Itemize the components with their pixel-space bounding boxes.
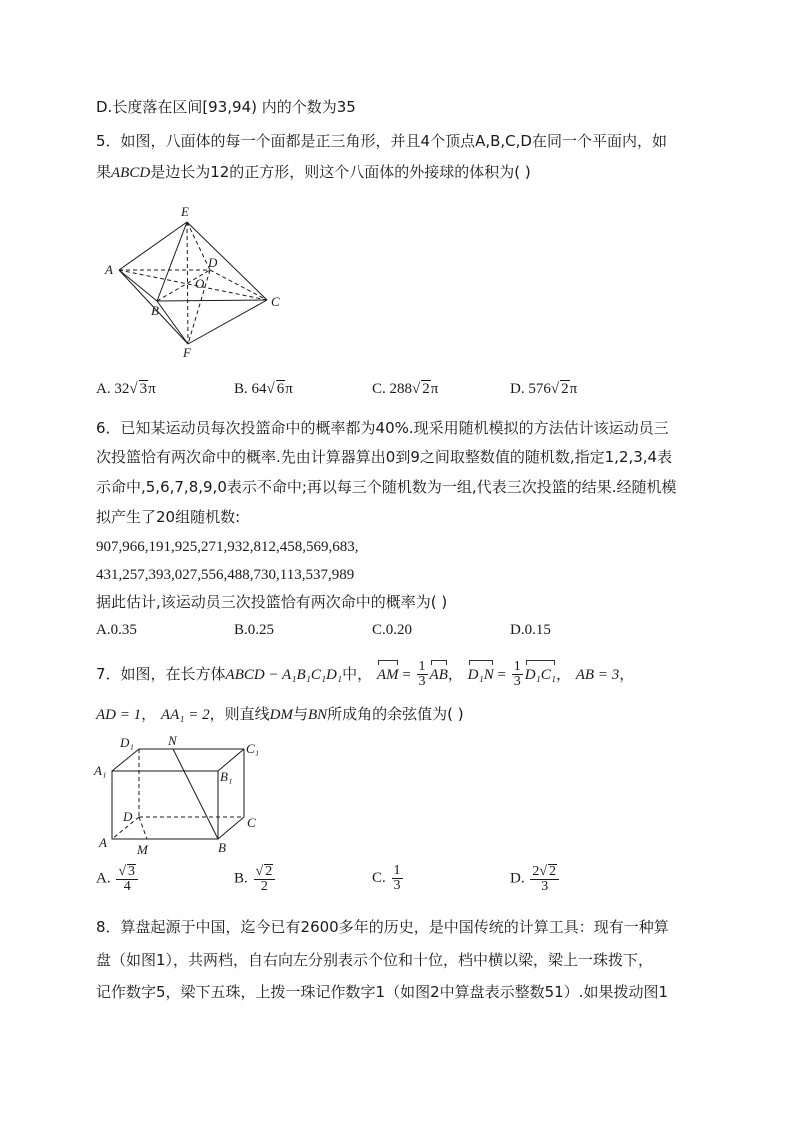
q8-line-2: 盘（如图1），共两档，自右向左分别表示个位和十位，档中横以梁，梁上一珠拨下， [96,951,654,969]
label-e: E [181,204,189,219]
q7-option-d[interactable]: D. $\frac{2√ 2}{3}$ [510,864,561,894]
q7-solid-name: ABCD − A₁B₁C₁D₁ [225,667,343,683]
q7-aa1-length: AA₁ = 2 [160,707,210,723]
q7-line-1: 7．如图，在长方体ABCD − A₁B₁C₁D₁中， AM = $\frac{1}{3}$ AB， D₁N = $\frac{1}{3}$ D₁C₁， AB = 3， [96,659,635,689]
q7-option-b[interactable]: B. $\frac{√ 2}{2}$ [234,864,277,894]
q5-line-2-post: 是边长为12的正方形，则这个八面体的外接球的体积为( ) [150,163,531,181]
q6-option-c[interactable]: C.0.20 [372,622,413,638]
q6-option-b[interactable]: B.0.25 [234,622,275,638]
q6-option-d[interactable]: D.0.15 [510,622,551,638]
q6-line-2: 次投篮恰有两次命中的概率.先由计算器算出0到9之间取整数值的随机数,指定1,2,3,4表 [96,448,673,466]
q5-option-b[interactable]: B. 64√ 6π [234,381,293,397]
label-b: B [151,303,159,318]
q7-ad-length: AD = 1 [96,707,142,723]
label-b: B [218,840,226,855]
q6-line-1: 6．已知某运动员每次投篮命中的概率都为40%.现采用随机模拟的方法估计该运动员三 [96,419,669,437]
label-m: M [137,842,148,857]
q6-line-3: 示命中,5,6,7,8,9,0表示不命中;再以每三个随机数为一组,代表三次投篮的结果.经随机模 [96,478,677,496]
label-d1: D₁ [120,735,134,750]
cuboid-figure [92,733,267,861]
label-f: F [183,345,191,360]
label-n: N [168,733,177,748]
label-b1: B₁ [220,769,233,784]
q5-line-1: 5．如图，八面体的每一个面都是正三角形，并且4个顶点A,B,C,D在同一个平面内，如 [96,132,667,150]
q5-line-2-pre: 果 [96,163,112,181]
q7-line-2: AD = 1， AA₁ = 2，则直线DM与BN所成角的余弦值为( ) [96,705,464,723]
q7-option-c[interactable]: C. $\frac{1}{3}$ [372,863,401,893]
q6-line-4: 拟产生了20组随机数: [96,508,241,526]
q4-option-d: D.长度落在区间[93,94) 内的个数为35 [96,98,356,116]
q5-option-c[interactable]: C. 288√ 2π [372,381,439,397]
vector-am: AM [376,667,399,683]
q6-line-5: 据此估计,该运动员三次投篮恰有两次命中的概率为( ) [96,593,448,611]
q5-square-name: ABCD [111,165,151,181]
label-c: C [271,294,280,309]
vector-ab: AB [429,667,448,683]
label-a: A [105,262,113,277]
vector-d1c1: D₁C₁ [524,667,556,683]
label-a: A [99,835,107,850]
q5-option-a[interactable]: A. 32√ 3π [96,381,156,397]
label-d: D [208,255,218,270]
q8-line-1: 8．算盘起源于中国，迄今已有2600多年的历史，是中国传统的计算工具：现有一种算 [96,918,669,936]
q7-ab-length: AB = 3 [575,667,620,683]
label-c: C [247,815,256,830]
q6-random-numbers-1: 907,966,191,925,271,932,812,458,569,683, [96,539,359,555]
q7-option-a[interactable]: A. $\frac{√ 3}{4}$ [96,864,140,894]
octahedron-figure [100,200,295,365]
q6-random-numbers-2: 431,257,393,027,556,488,730,113,537,989 [96,567,355,583]
q6-option-a[interactable]: A.0.35 [96,622,137,638]
q5-option-d[interactable]: D. 576√ 2π [510,381,578,397]
label-o: O [195,276,205,291]
vector-d1n: D₁N [467,667,494,683]
label-a1: A₁ [94,763,107,778]
q5-line-2 [96,162,531,183]
label-c1: C₁ [246,741,260,756]
q8-line-3: 记作数字5，梁下五珠，上拨一珠记作数字1（如图2中算盘表示整数51）.如果拨动图1 [96,983,669,1001]
label-d: D [123,809,133,824]
